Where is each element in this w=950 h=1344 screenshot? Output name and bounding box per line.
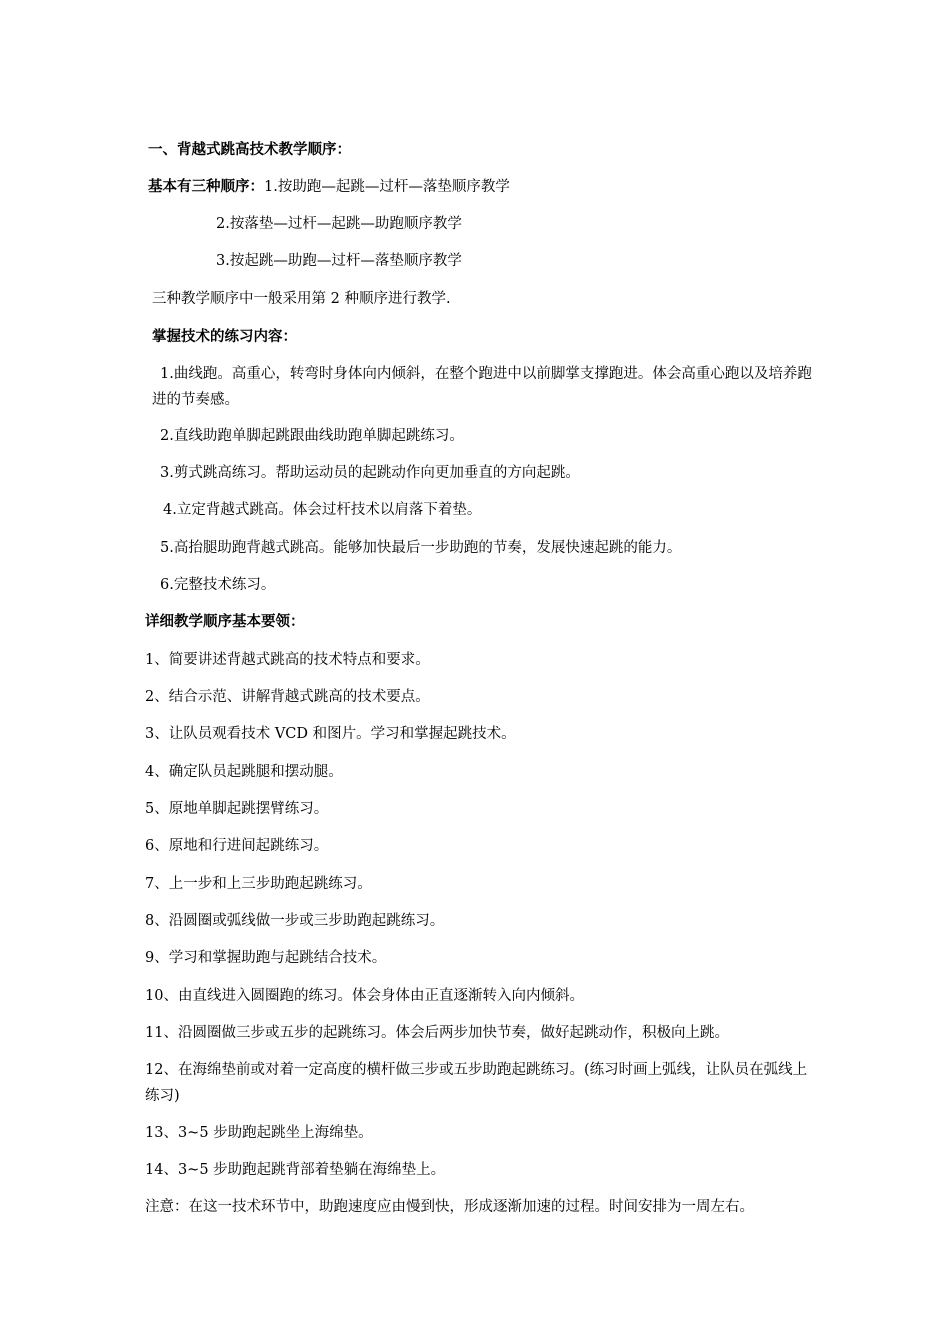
orders-line-1 bbox=[148, 174, 510, 200]
order-2: 2.按落垫—过杆—起跳—助跑顺序教学 bbox=[216, 216, 462, 232]
practice-item-5: 5.高抬腿助跑背越式跳高。能够加快最后一步助跑的节奏，发展快速起跳的能力。 bbox=[160, 540, 682, 556]
detail-item-10: 10、由直线进入圆圈跑的练习。体会身体由正直逐渐转入向内倾斜。 bbox=[145, 988, 584, 1004]
detail-item-8: 8、沿圆圈或弧线做一步或三步助跑起跳练习。 bbox=[145, 913, 445, 929]
detail-item-5: 5、原地单脚起跳摆臂练习。 bbox=[145, 801, 329, 817]
detail-note: 注意：在这一技术环节中，助跑速度应由慢到快，形成逐渐加速的过程。时间安排为一周左右。 bbox=[145, 1199, 754, 1215]
practice-item-1: 1.曲线跑。高重心，转弯时身体向内倾斜，在整个跑进中以前脚掌支撑跑进。体会高重心跑以及培养跑进的节奏感。 bbox=[152, 366, 812, 408]
detail-item-11: 11、沿圆圈做三步或五步的起跳练习。体会后两步加快节奏，做好起跳动作，积极向上跳。 bbox=[145, 1025, 729, 1041]
detail-item-7: 7、上一步和上三步助跑起跳练习。 bbox=[145, 876, 372, 892]
detail-item-1: 1、简要讲述背越式跳高的技术特点和要求。 bbox=[145, 652, 430, 668]
practice-item-4: 4.立定背越式跳高。体会过杆技术以肩落下着垫。 bbox=[163, 502, 482, 518]
order-1: 1.按助跑—起跳—过杆—落垫顺序教学 bbox=[264, 179, 510, 195]
practice-item-2: 2.直线助跑单脚起跳跟曲线助跑单脚起跳练习。 bbox=[160, 428, 464, 444]
practice-item-6: 6.完整技术练习。 bbox=[160, 577, 276, 593]
section1-heading: 一、背越式跳高技术教学顺序： bbox=[148, 141, 351, 158]
detail-item-2: 2、结合示范、讲解背越式跳高的技术要点。 bbox=[145, 689, 430, 705]
orders-label: 基本有三种顺序： bbox=[148, 178, 264, 195]
detail-heading: 详细教学顺序基本要领： bbox=[145, 613, 305, 630]
order-3: 3.按起跳—助跑—过杆—落垫顺序教学 bbox=[216, 253, 462, 269]
detail-item-9: 9、学习和掌握助跑与起跳结合技术。 bbox=[145, 950, 387, 966]
detail-item-14: 14、3~5 步助跑起跳背部着垫躺在海绵垫上。 bbox=[145, 1162, 446, 1178]
practice-item-3: 3.剪式跳高练习。帮助运动员的起跳动作向更加垂直的方向起跳。 bbox=[160, 465, 580, 481]
practice-heading: 掌握技术的练习内容： bbox=[152, 328, 297, 345]
detail-item-6: 6、原地和行进间起跳练习。 bbox=[145, 838, 329, 854]
detail-item-12: 12、在海绵垫前或对着一定高度的横杆做三步或五步助跑起跳练习。(练习时画上弧线，让队员在弧线上练习) bbox=[145, 1062, 808, 1104]
detail-item-3: 3、让队员观看技术 VCD 和图片。学习和掌握起跳技术。 bbox=[145, 726, 516, 742]
detail-item-4: 4、确定队员起跳腿和摆动腿。 bbox=[145, 764, 343, 780]
detail-item-13: 13、3~5 步助跑起跳坐上海绵垫。 bbox=[145, 1125, 373, 1141]
section1-note: 三种教学顺序中一般采用第 2 种顺序进行教学. bbox=[152, 291, 451, 307]
